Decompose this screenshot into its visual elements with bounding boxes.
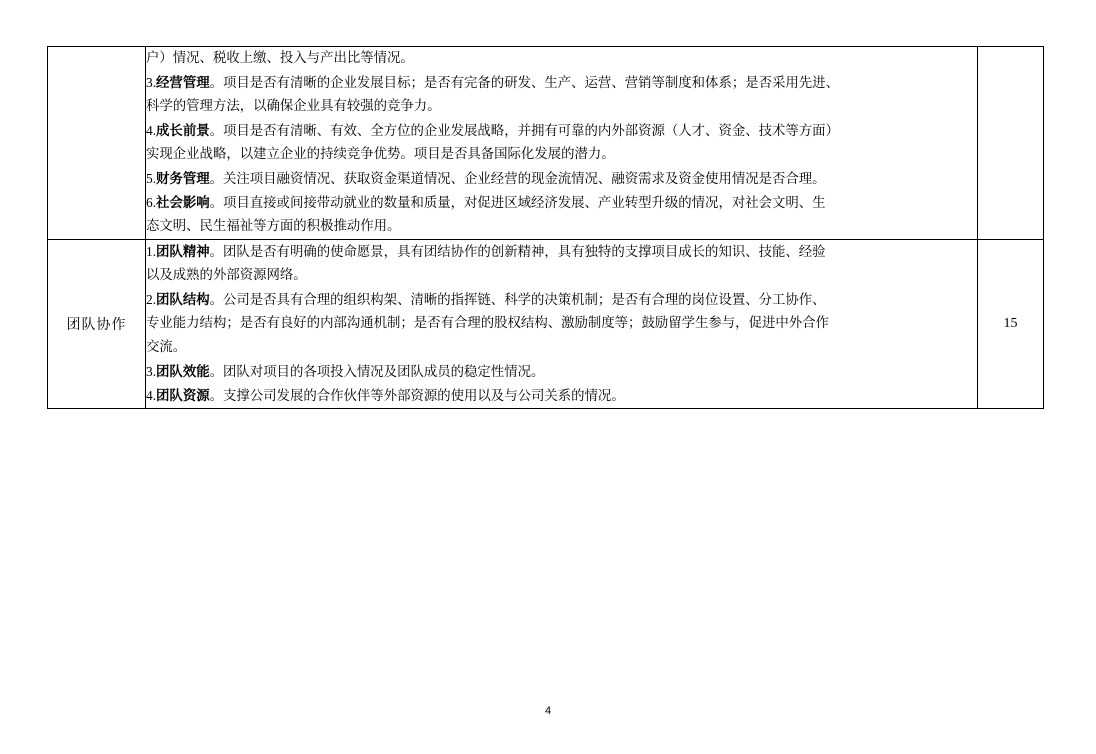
criteria-content-cell (146, 240, 978, 409)
item-number: 4. (146, 388, 157, 403)
criteria-line (146, 240, 977, 264)
item-keyword: 财务管理 (156, 171, 210, 187)
item-keyword: 经营管理 (156, 75, 210, 91)
criteria-line (146, 288, 977, 312)
item-text: 。项目是否有清晰、有效、全方位的企业发展战略，并拥有可靠的内外部资源（人才、资金、技术等方面） (209, 124, 839, 139)
criteria-line (146, 95, 977, 119)
item-number: 3. (146, 364, 157, 379)
item-text: 。项目直接或间接带动就业的数量和质量，对促进区域经济发展、产业转型升级的情况，对社会文明、生 (209, 196, 826, 211)
criteria-line (146, 312, 977, 336)
item-text: 科学的管理方法，以确保企业具有较强的竞争力。 (146, 99, 441, 114)
item-number: 1. (146, 244, 157, 259)
item-keyword: 团队资源 (156, 388, 210, 404)
item-keyword: 团队精神 (156, 244, 210, 260)
item-number: 6. (146, 195, 157, 210)
criteria-content-cell (146, 47, 978, 240)
criteria-line (146, 191, 977, 215)
item-text: 。项目是否有清晰的企业发展目标；是否有完备的研发、生产、运营、营销等制度和体系；是否采用先进、 (209, 76, 839, 91)
item-text: 以及成熟的外部资源网络。 (146, 268, 307, 283)
item-keyword: 社会影响 (156, 195, 210, 211)
criteria-line (146, 167, 977, 191)
score-cell: 15 (978, 240, 1044, 409)
item-keyword: 团队效能 (156, 364, 210, 380)
item-text: 。团队是否有明确的使命愿景，具有团结协作的创新精神，具有独特的支撑项目成长的知识、技能、经验 (209, 245, 826, 260)
criteria-table-body (48, 47, 1044, 409)
score-cell (978, 47, 1044, 240)
criteria-line (146, 47, 977, 71)
table-row (48, 240, 1044, 409)
item-text: 态文明、民生福祉等方面的积极推动作用。 (146, 219, 401, 234)
item-text: 。公司是否具有合理的组织构架、清晰的指挥链、科学的决策机制；是否有合理的岗位设置、分工协作、 (209, 293, 826, 308)
criteria-table (47, 46, 1044, 409)
item-text: 交流。 (146, 340, 187, 355)
item-text: 。团队对项目的各项投入情况及团队成员的稳定性情况。 (209, 365, 545, 380)
item-text: 。关注项目融资情况、获取资金渠道情况、企业经营的现金流情况、融资需求及资金使用情况是否合理。 (209, 172, 826, 187)
item-text: 。支撑公司发展的合作伙伴等外部资源的使用以及与公司关系的情况。 (209, 389, 625, 404)
item-number: 4. (146, 123, 157, 138)
criteria-line (146, 384, 977, 408)
item-number: 5. (146, 171, 157, 186)
item-text: 专业能力结构；是否有良好的内部沟通机制；是否有合理的股权结构、激励制度等；鼓励留学生参与，促进中外合作 (146, 316, 829, 331)
item-keyword: 成长前景 (156, 123, 210, 139)
item-keyword: 团队结构 (156, 292, 210, 308)
criteria-line (146, 143, 977, 167)
category-cell (48, 47, 146, 240)
criteria-line (146, 215, 977, 239)
item-number: 3. (146, 75, 157, 90)
criteria-line (146, 264, 977, 288)
item-text: 实现企业战略，以建立企业的持续竞争优势。项目是否具备国际化发展的潜力。 (146, 147, 615, 162)
category-cell: 团队协作 (48, 240, 146, 409)
table-row (48, 47, 1044, 240)
criteria-line (146, 336, 977, 360)
item-number: 2. (146, 292, 157, 307)
criteria-line (146, 119, 977, 143)
page-number: 4 (544, 705, 552, 717)
criteria-line (146, 360, 977, 384)
criteria-line (146, 71, 977, 95)
item-text: 户）情况、税收上缴、投入与产出比等情况。 (146, 51, 414, 66)
